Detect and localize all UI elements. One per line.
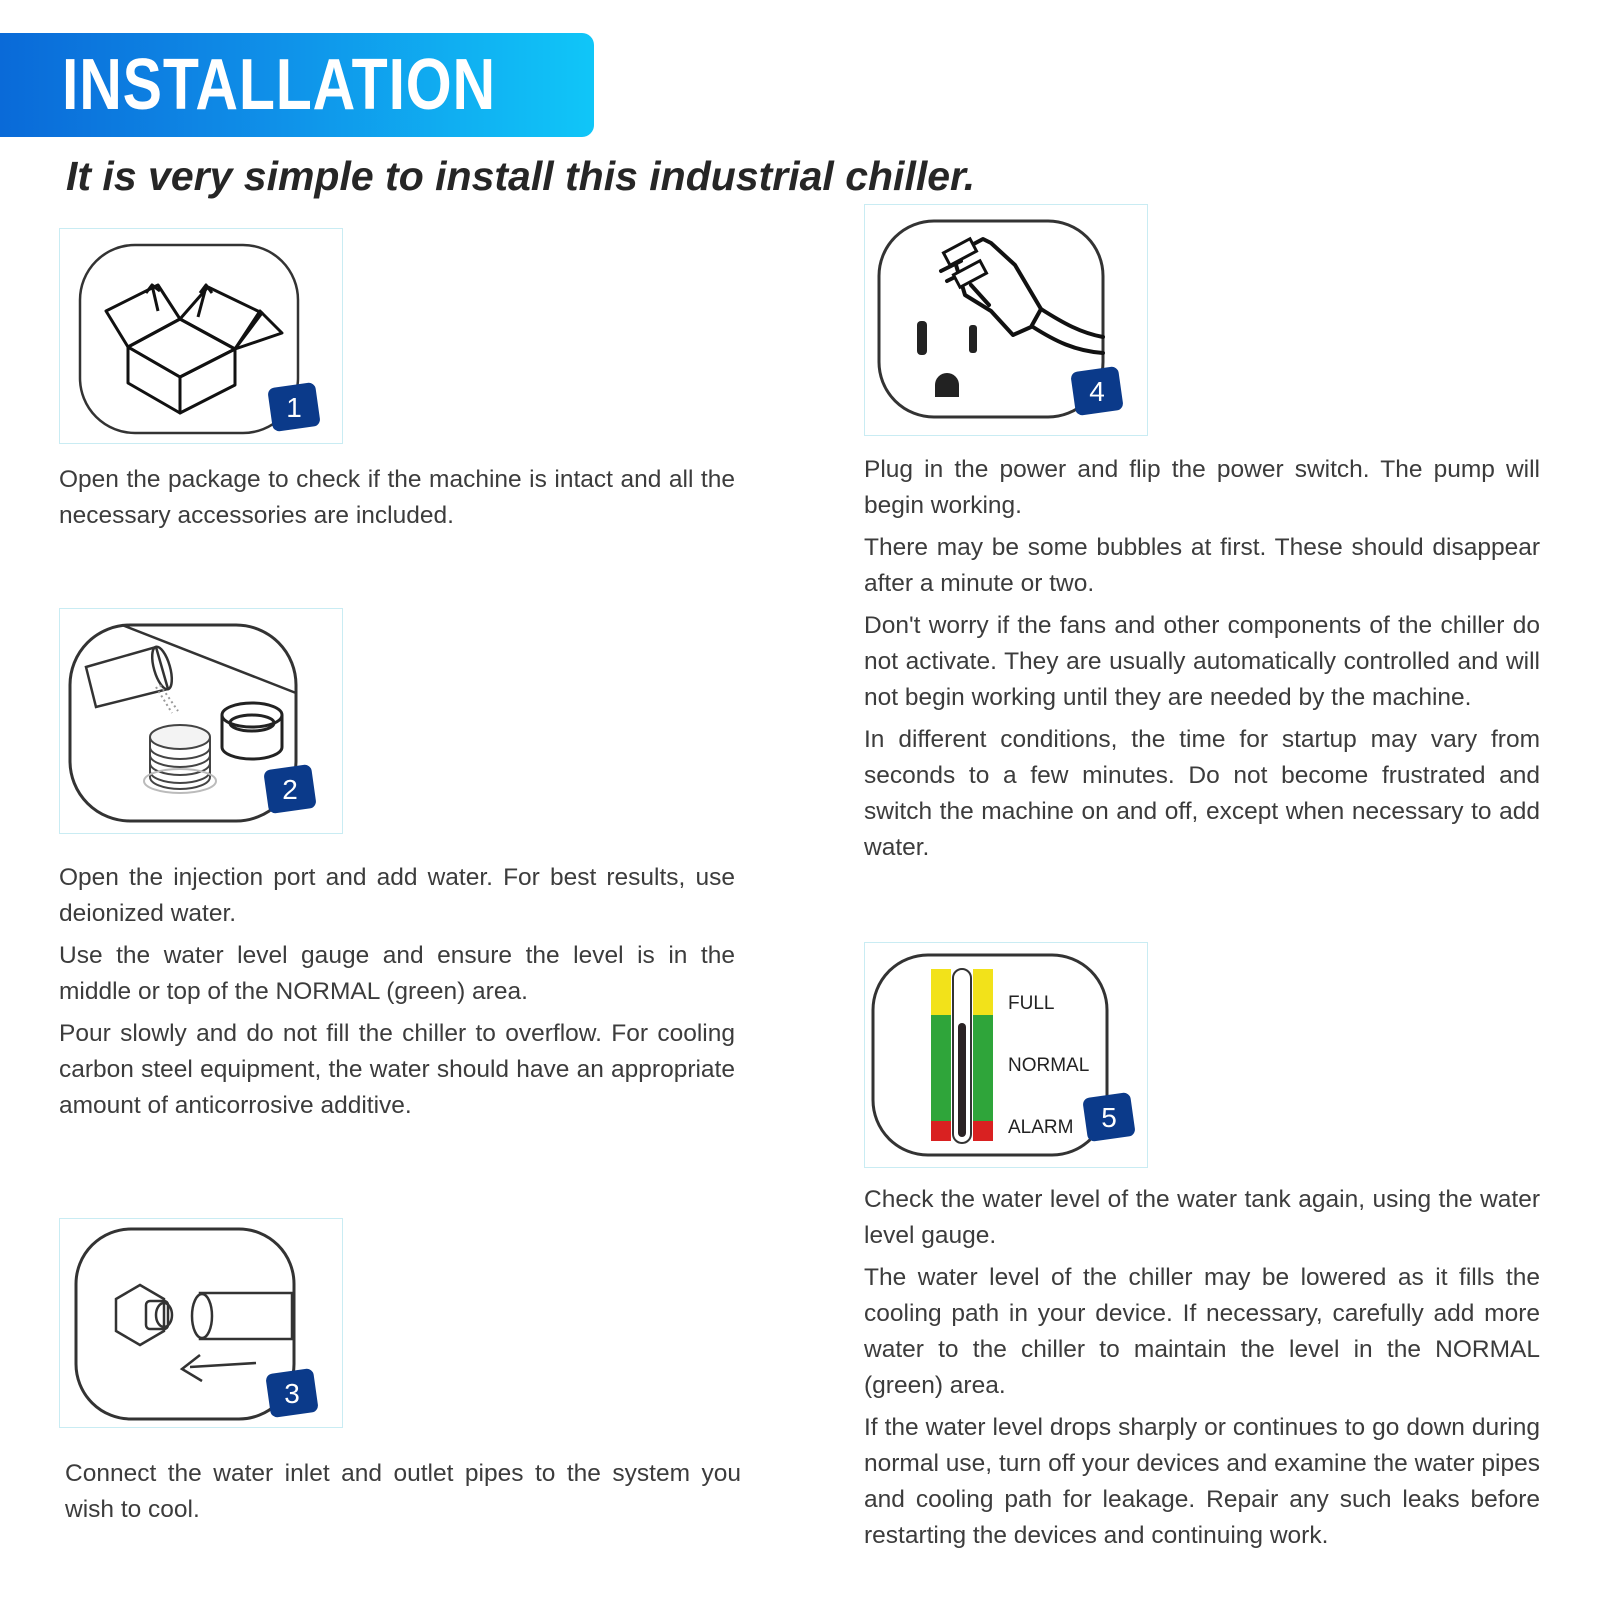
step-4-illustration: [864, 204, 1148, 436]
page-subtitle: It is very simple to install this industrial chiller.: [66, 153, 976, 199]
gauge-label-alarm: ALARM: [1008, 1117, 1074, 1138]
step-1-paragraph: Open the package to check if the machine is intact and all the necessary accessories are included.: [59, 466, 735, 529]
step-3-paragraph: Connect the water inlet and outlet pipes to the system you wish to cool.: [65, 1460, 741, 1523]
gauge-label-full: FULL: [1008, 993, 1055, 1014]
step-1-illustration: [59, 228, 343, 444]
step-3-text: [65, 1456, 741, 1534]
step-2-illustration: [59, 608, 343, 834]
pour-water-icon: [60, 609, 342, 833]
step-3-number: 3: [284, 1378, 300, 1409]
title-banner: [0, 33, 594, 137]
step-4-paragraph-2: There may be some bubbles at first. These should disappear after a minute or two.: [864, 534, 1540, 597]
step-5-number: 5: [1101, 1102, 1117, 1133]
step-2-paragraph-2: Use the water level gauge and ensure the level is in the middle or top of the NORMAL (green) area.: [59, 942, 735, 1005]
step-5-text: [864, 1182, 1540, 1560]
step-1-number: 1: [286, 392, 302, 423]
step-4-paragraph-4: In different conditions, the time for startup may vary from seconds to a few minutes. Do not become frustrated and switch the machine on and off, except when necessary to add water.: [864, 726, 1540, 861]
step-2-number: 2: [282, 774, 298, 805]
step-5-paragraph-1: Check the water level of the water tank again, using the water level gauge.: [864, 1186, 1540, 1249]
water-level-gauge-icon: [865, 943, 1147, 1167]
gauge-label-normal: NORMAL: [1008, 1055, 1090, 1076]
step-2-paragraph-3: Pour slowly and do not fill the chiller to overflow. For cooling carbon steel equipment, the water should have an appropriate amount of anticorrosive additive.: [59, 1020, 735, 1119]
step-5-paragraph-3: If the water level drops sharply or continues to go down during normal use, turn off your devices and examine the water pipes and cooling path for leakage. Repair any such leaks before restarting the devices and continuing work.: [864, 1414, 1540, 1549]
open-box-icon: [60, 229, 342, 443]
pipe-connect-icon: [60, 1219, 342, 1427]
step-4-paragraph-1: Plug in the power and flip the power switch. The pump will begin working.: [864, 456, 1540, 519]
step-5-paragraph-2: The water level of the chiller may be lowered as it fills the cooling path in your device. If necessary, carefully add more water to the chiller to maintain the level in the NORMAL (green) area.: [864, 1264, 1540, 1399]
step-2-text: [59, 860, 735, 1130]
step-4-number: 4: [1089, 376, 1105, 407]
step-4-paragraph-3: Don't worry if the fans and other components of the chiller do not activate. They are usually automatically controlled and will not begin working until they are needed by the machine.: [864, 612, 1540, 711]
step-1-text: [59, 462, 735, 540]
page-title: INSTALLATION: [62, 45, 496, 125]
step-4-text: [864, 452, 1540, 872]
power-plug-icon: [865, 205, 1147, 435]
step-2-paragraph-1: Open the injection port and add water. For best results, use deionized water.: [59, 864, 735, 927]
step-3-illustration: [59, 1218, 343, 1428]
step-5-illustration: [864, 942, 1148, 1168]
